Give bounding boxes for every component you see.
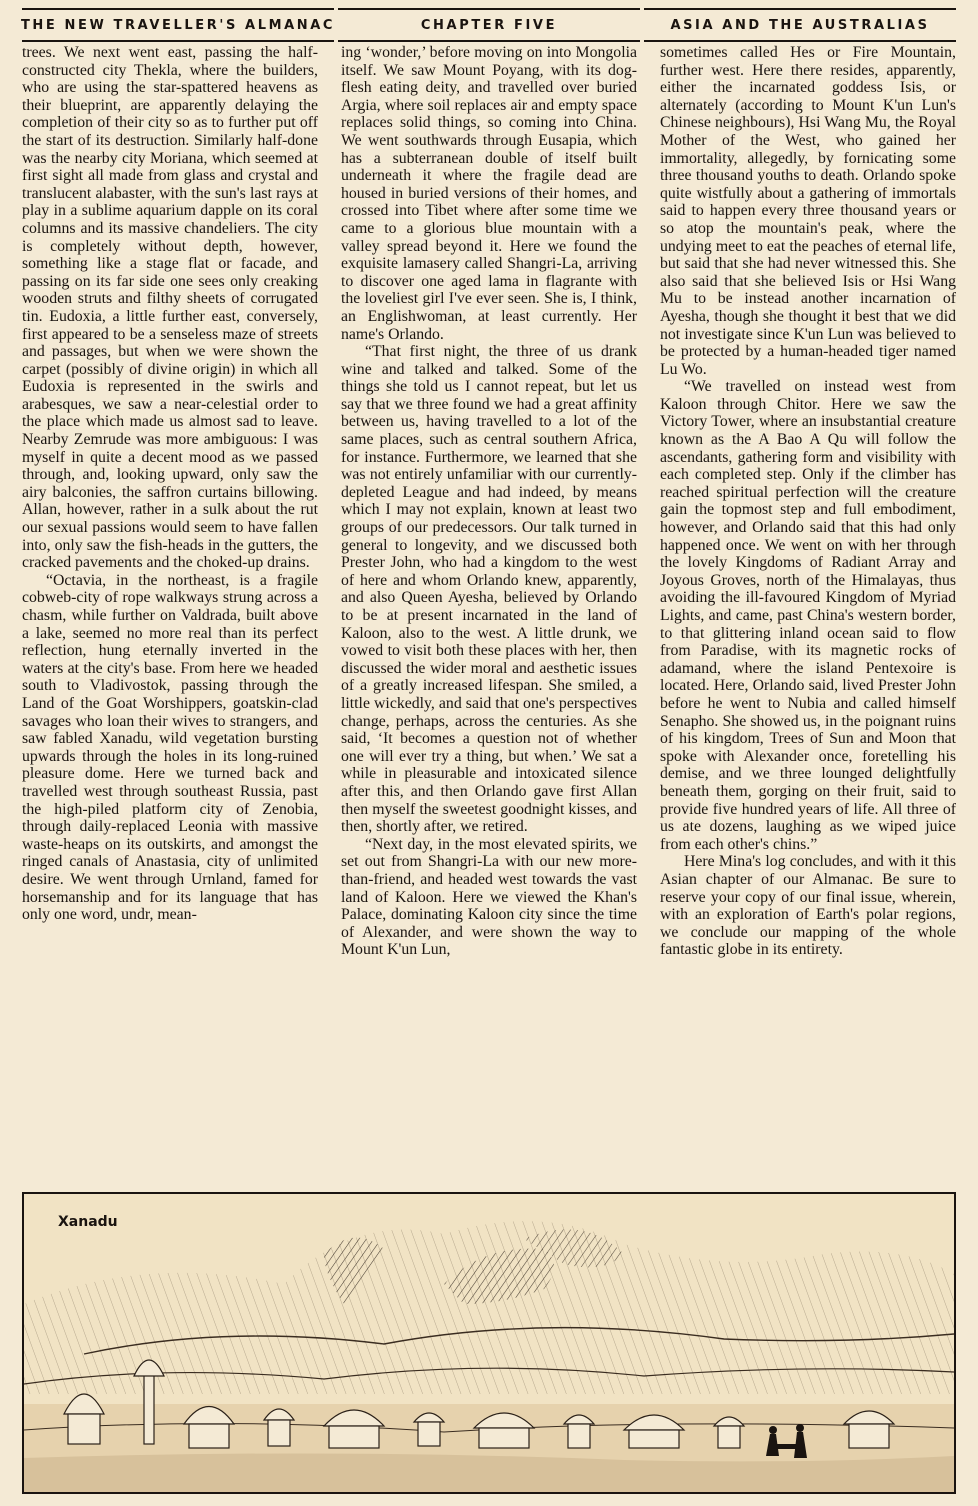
- header-section: ASIA AND THE AUSTRALIAS: [644, 8, 956, 42]
- paragraph: trees. We next went east, passing the half-constructed city Thekla, where the builders, who are using the star-spattered heavens as their blueprint, are apparently delaying the completion of their city so as to further put off the start of its destruction. Similarly half-done was the nearby city Moriana, which seemed at first sight all made from glass and crystal and translucent alabaster, with the sun's last rays at play in a sublime aquarium dapple on its coral columns and its massive chandeliers. The city is completely without depth, however, something like a stage flat or facade, and passing on its far side one sees only creaking wooden struts and filthy sheets of corrugated tin. Eudoxia, a little further east, conversely, first appeared to be a senseless maze of streets and passages, but when we were shown the carpet (possibly of divine origin) in which all Eudoxia is represented in the swirls and arabesques, we saw a near-celestial order to the place which made us almost sad to leave. Nearby Zemrude was more ambiguous: I was myself in quite a decent mood as we passed through, and, looking upward, only saw the airy balconies, the saffron curtains billowing. Allan, however, rather in a sulk about the rut our sexual passions would seem to have fallen into, only saw the fish-heads in the gutters, the cracked pavements and the choked-up drains.: [22, 44, 318, 572]
- paragraph: “We travelled on instead west from Kaloon through Chitor. Here we saw the Victory Tower, where an insubstantial creature known as the A Bao A Qu will follow the ascendants, gathering form and visibility with each completed step. Only if the climber has reached spiritual perfection will the creature gain the topmost step and full embodiment, however, and Orlando said that this had only happened once. We went on with her through the lovely Kingdoms of Radiant Array and Joyous Groves, north of the Himalayas, thus avoiding the ill-favoured Kingdom of Myriad Lights, and came, past China's western border, to that glittering inland ocean said to flow from Paradise, with its magnetic rocks of adamand, where the island Pentexoire is located. Here, Orlando said, lived Prester John before he went to Nubia and called himself Senapho. She showed us, in the poignant ruins of his kingdom, Trees of Sun and Moon that spoke with Alexander once, foretelling his demise, and we three lounged delightfully beneath them, gorging on their fruit, said to provide five hundred years of life. All three of us ate dozens, laughing as we wiped juice from each other's chins.”: [660, 378, 956, 853]
- header-title: THE NEW TRAVELLER'S ALMANAC: [22, 8, 334, 42]
- text-columns: [22, 44, 956, 1188]
- xanadu-drawing: [24, 1194, 954, 1492]
- column-2: [341, 44, 637, 1188]
- illustration-caption: Xanadu: [58, 1214, 118, 1230]
- xanadu-illustration: [22, 1192, 956, 1494]
- paragraph: “That first night, the three of us drank wine and talked and talked. Some of the things she told us I cannot repeat, but let us say that we three found we had a great affinity between us, having travelled to a lot of the same places, such as central southern Africa, for instance. Furthermore, we learned that she was not entirely unfamiliar with our currently-depleted League and had indeed, by means which I may not explain, known at least two groups of our predecessors. Our talk turned in general to longevity, and we discussed both Prester John, who had a kingdom to the west of here and whom Orlando knew, apparently, and also Queen Ayesha, believed by Orlando to be at present incarnated in the land of Kaloon, also to the west. A little drunk, we vowed to visit both these places with her, then discussed the wider moral and aesthetic issues of a greatly increased lifespan. She smiled, a little wickedly, and said that one's perspectives change, perhaps, across the centuries. As she said, ‘It becomes a question not of whether one will ever try a thing, but when.’ We sat a while in pleasurable and intoxicated silence after this, and then Orlando gave first Allan then myself the sweetest goodnight kisses, and then, shortly after, we retired.: [341, 343, 637, 836]
- paragraph: ing ‘wonder,’ before moving on into Mongolia itself. We saw Mount Poyang, with its dog-flesh eating deity, and travelled over buried Argia, where soil replaces air and empty space replaces solid things, so coming into China. We went southwards through Eusapia, which has a subterranean double of itself built underneath it where the fragile dead are housed in buried versions of their homes, and crossed into Tibet where after some time we came to a glorious blue mountain with a valley spread beyond it. Here we found the exquisite lamasery called Shangri-La, arriving to discover one aged lama in flagrante with the loveliest girl I've ever seen. She is, I think, an Englishwoman, at least currently. Her name's Orlando.: [341, 44, 637, 343]
- paragraph: “Octavia, in the northeast, is a fragile cobweb-city of rope walkways strung across a chasm, while further on Valdrada, built above a lake, seemed no more real than its perfect reflection, hung eternally inverted in the waters at the city's base. From here we headed south to Vladivostok, passing through the Land of the Goat Worshippers, goatskin-clad savages who loan their wives to strangers, and saw fabled Xanadu, wild vegetation bursting upwards through the holes in its long-ruined pleasure dome. Here we turned back and travelled west through southeast Russia, past the high-piled platform city of Zenobia, through daily-replaced Leonia with massive waste-heaps on its outskirts, and amongst the ringed canals of Anastasia, city of unlimited desire. We went through Urnland, famed for horsemanship and for its language that has only one word, undr, mean-: [22, 571, 318, 924]
- column-1: [22, 44, 318, 1188]
- paragraph: “Next day, in the most elevated spirits, we set out from Shangri-La with our new more-than-friend, and headed west towards the vast land of Kaloon. Here we viewed the Khan's Palace, dominating Kaloon city since the time of Alexander, and were shown the way to Mount K'un Lun,: [341, 835, 637, 959]
- paragraph: sometimes called Hes or Fire Mountain, further west. Here there resides, apparently, either the incarnated goddess Isis, or alternately (according to Mount K'un Lun's Chinese neighbours), Hsi Wang Mu, the Royal Mother of the West, who gained her immortality, allegedly, by fornicating some three thousand youths to death. Orlando spoke quite wistfully about a gathering of immortals said to happen every three thousand years or so atop the mountain's peak, where the undying meet to eat the peaches of eternal life, but said that she had never witnessed this. She also said that she believed Isis or Hsi Wang Mu to be instead another incarnation of Ayesha, though she thought it best that we did not investigate since K'un Lun was believed to be protected by a human-headed tiger named Lu Wo.: [660, 44, 956, 378]
- paragraph: Here Mina's log concludes, and with it this Asian chapter of our Almanac. Be sure to reserve your copy of our final issue, wherein, with an exploration of Earth's polar regions, we conclude our mapping of the whole fantastic globe in its entirety.: [660, 853, 956, 959]
- running-header: [22, 8, 956, 42]
- column-3: [660, 44, 956, 1188]
- header-chapter: CHAPTER FIVE: [338, 8, 640, 42]
